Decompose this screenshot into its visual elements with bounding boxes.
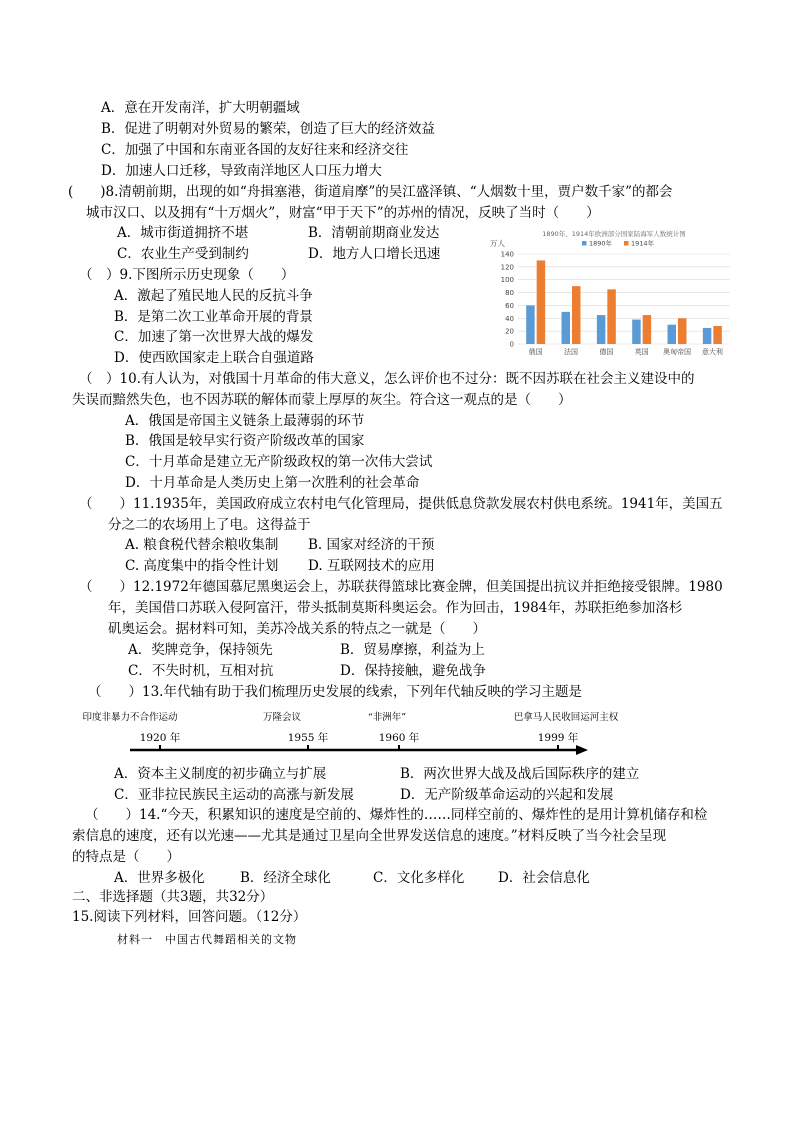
bar-4-1 (678, 318, 686, 344)
q8-option-a: A．城市街道拥挤不堪 (117, 225, 249, 241)
x-tick-label-1: 法国 (564, 348, 578, 356)
chart-legend (582, 239, 655, 248)
q9-option-d: D．使西欧国家走上联合自强道路 (114, 350, 314, 366)
y-tick-label-7: 140 (500, 250, 514, 259)
q9-option-b: B．是第二次工业革命开展的背景 (114, 309, 313, 325)
bar-0-0 (526, 305, 534, 344)
x-tick-label-2: 德国 (599, 348, 614, 356)
timeline-events (82, 711, 618, 750)
x-tick-label-0: 俄国 (528, 348, 543, 356)
q13-option-b: B．两次世界大战及战后国际秩序的建立 (400, 766, 640, 782)
bar-4-0 (668, 325, 676, 344)
chart-bars (526, 260, 722, 344)
q9-stem: （ ）9.下图所示历史现象（ ） (79, 267, 295, 283)
q8-stem-line2: 城市汉口、以及拥有“十万烟火”，财富“甲于天下”的苏州的情况，反映了当时（ ） (86, 205, 600, 221)
bar-3-1 (643, 315, 651, 344)
q9-option-c: C．加速了第一次世界大战的爆发 (114, 329, 314, 345)
timeline-event-label-3: 巴拿马人民收回运河主权 (513, 712, 619, 723)
q14-option-b: B．经济全球化 (240, 870, 331, 886)
x-tick-label-5: 意大利 (701, 348, 723, 356)
q7-option-d: D．加速人口迁移，导致南洋地区人口压力增大 (101, 163, 382, 179)
bar-1-1 (572, 286, 580, 344)
q12-stem-line2: 年，美国借口苏联入侵阿富汗，带头抵制莫斯科奥运会。作为回击，1984年，苏联拒绝参加洛杉 (108, 600, 683, 616)
q14-option-d: D．社会信息化 (498, 870, 590, 886)
q10-stem-line1: （ ）10.有人认为，对俄国十月革命的伟大意义，怎么评价也不过分：既不因苏联在社会主义建设中的 (79, 371, 695, 387)
army-size-bar-chart (484, 226, 734, 360)
q13-timeline (82, 708, 676, 768)
chart-y-label: 万人 (490, 239, 505, 248)
q11-option-c: C. 高度集中的指令性计划 (125, 558, 279, 574)
bar-3-0 (632, 320, 640, 344)
x-tick-label-3: 英国 (634, 348, 649, 356)
q11-option-a: A. 粮食税代替余粮收集制 (125, 537, 279, 553)
chart-title: 1890年、1914年欧洲部分国家陆海军人数统计图 (542, 230, 686, 238)
legend-swatch-0 (582, 241, 587, 246)
timeline-year-0: 1920 年 (139, 732, 181, 744)
y-tick-label-0: 0 (509, 340, 514, 349)
timeline-event-label-1: 万隆会议 (262, 712, 302, 723)
chart-x-ticks (529, 347, 723, 356)
q12-option-b: B．贸易摩擦，利益为上 (340, 642, 485, 658)
q7-option-a: A．意在开发南洋，扩大明朝疆域 (101, 100, 300, 116)
legend-label-1: 1914年 (631, 239, 655, 248)
chart-gridlines (518, 254, 730, 344)
bar-2-1 (607, 289, 615, 344)
y-tick-label-2: 40 (505, 314, 514, 323)
timeline-arrow-icon (576, 745, 588, 755)
q11-stem-line1: （ ）11.1935年，美国政府成立农村电气化管理局，提供低息贷款发展农村供电系统。1941年，美国五 (79, 496, 723, 512)
q9-option-a: A．激起了殖民地人民的反抗斗争 (114, 288, 313, 304)
chart-y-ticks (501, 251, 514, 349)
bar-1-0 (562, 312, 570, 344)
y-tick-label-3: 60 (505, 301, 514, 310)
q12-option-a: A．奖牌竞争，保持领先 (128, 642, 273, 658)
y-tick-label-5: 100 (500, 276, 514, 285)
q10-option-a: A．俄国是帝国主义链条上最薄弱的环节 (125, 413, 365, 429)
timeline-event-label-2: “非洲年” (367, 712, 407, 723)
q11-option-d: D. 互联网技术的应用 (308, 558, 435, 574)
q14-option-a: A．世界多极化 (114, 870, 205, 886)
q10-option-c: C．十月革命是建立无产阶级政权的第一次伟大尝试 (125, 454, 433, 470)
q10-option-d: D．十月革命是人类历史上第一次胜利的社会革命 (125, 475, 420, 491)
q8-stem-line1: ( )8.清朝前期，出现的如“舟揖塞港，街道肩摩”的吴江盛泽镇、“人烟数十里，贾户数千家”的都会 (68, 184, 673, 200)
section-heading: 二、非选择题（共3题，共32分） (72, 889, 274, 905)
timeline-event-label-0: 印度非暴力不合作运动 (82, 712, 178, 723)
q12-option-c: C．不失时机，互相对抗 (128, 663, 274, 679)
bar-2-0 (597, 315, 605, 344)
q8-option-c: C．农业生产受到制约 (117, 246, 249, 262)
bar-5-1 (713, 326, 721, 344)
q13-option-d: D．无产阶级革命运动的兴起和发展 (400, 787, 614, 803)
q7-option-b: B．促进了明朝对外贸易的繁荣，创造了巨大的经济效益 (101, 121, 435, 137)
q14-stem-line2: 索信息的速度，还有以光速——尤其是通过卫星向全世界发送信息的速度。”材料反映了当今社会呈现 (72, 828, 667, 844)
q13-stem: （ ）13.年代轴有助于我们梳理历史发展的线索，下列年代轴反映的学习主题是 (88, 684, 582, 700)
q15-stem: 15.阅读下列材料，回答问题。（12分） (72, 909, 307, 925)
q13-option-a: A．资本主义制度的初步确立与扩展 (114, 766, 327, 782)
q11-option-b: B. 国家对经济的干预 (308, 537, 435, 553)
q14-stem-line3: 的特点是（ ） (72, 849, 180, 865)
q7-option-c: C．加强了中国和东南亚各国的友好往来和经济交往 (101, 142, 409, 158)
q11-stem-line2: 分之二的农场用上了电。这得益于 (108, 517, 311, 533)
y-tick-label-1: 20 (505, 327, 514, 336)
y-tick-label-4: 80 (505, 289, 514, 298)
q14-option-c: C．文化多样化 (373, 870, 465, 886)
y-tick-label-6: 120 (500, 263, 514, 272)
timeline-year-3: 1999 年 (537, 732, 579, 744)
legend-label-0: 1890年 (589, 239, 613, 248)
timeline-year-1: 1955 年 (287, 732, 329, 744)
q14-stem-line1: （ ）14.“今天，积累知识的速度是空前的、爆炸性的……同样空前的、爆炸性的是用计算机储存和检 (85, 807, 708, 823)
bar-0-1 (537, 260, 545, 344)
q13-option-c: C．亚非拉民族民主运动的高涨与新发展 (114, 787, 354, 803)
q12-stem-line3: 矶奥运会。据材料可知，美苏冷战关系的特点之一就是（ ） (108, 621, 486, 637)
q8-option-d: D．地方人口增长迅速 (308, 246, 441, 262)
q10-option-b: B．俄国是较早实行资产阶级改革的国家 (125, 433, 365, 449)
q12-stem-line1: （ ）12.1972年德国慕尼黑奥运会上，苏联获得篮球比赛金牌，但美国提出抗议并拒绝接受银牌。1980 (79, 579, 723, 595)
q10-stem-line2: 失误而黯然失色，也不因苏联的解体而蒙上厚厚的灰尘。符合这一观点的是（ ） (72, 392, 572, 408)
legend-swatch-1 (624, 241, 629, 246)
material1-caption: 材料一 中国古代舞蹈相关的文物 (117, 933, 297, 946)
timeline-year-2: 1960 年 (378, 732, 420, 744)
x-tick-label-4: 奥匈帝国 (663, 348, 691, 356)
bar-5-0 (703, 328, 711, 344)
q12-option-d: D．保持接触，避免战争 (340, 663, 486, 679)
q8-option-b: B．清朝前期商业发达 (308, 225, 440, 241)
